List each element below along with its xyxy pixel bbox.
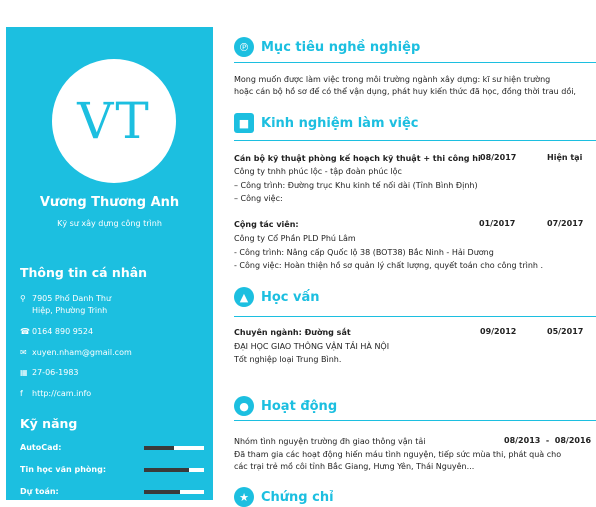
activity-detail: Đã tham gia các hoạt động hiến máu tình nguyện, tiếp sức mùa thi, phát quà cho [234,450,562,459]
job-detail: - Công việc: Hoàn thiện hồ sơ quản lý chất lượng, quyết toán cho công trình . [234,261,544,270]
certificate-icon: ★ [234,487,254,507]
job-title: Cộng tác viên: [234,220,299,229]
objective-line1: Mong muốn được làm việc trong môi trường ngành xây dựng: kĩ sư hiện trường [234,75,551,84]
job-detail: - Công trình: Nâng cấp Quốc lộ 38 (BOT38) Bắc Ninh - Hải Dương [234,248,494,257]
skills-heading: Kỹ năng [20,416,78,431]
skill-label: AutoCad: [20,443,62,452]
phone-text: 0164 890 9524 [32,327,94,336]
objective-line2: hoặc cán bộ hồ sơ để có thể vận dụng, phát huy kiến thức đã học, đồng thời trau dồi, [234,87,576,96]
phone-icon: ☎ [20,327,30,336]
address-line1: 7905 Phố Danh Thư [32,294,112,303]
job-title: Cán bộ kỹ thuật phòng kế hoạch kỹ thuật + thi công hi [234,154,481,163]
divider [234,316,596,317]
education-header [234,287,320,307]
education-heading: Học vấn [261,289,320,305]
dob-item [20,367,79,379]
email-item[interactable] [20,347,132,359]
skill-label: Dự toán: [20,487,59,496]
skill-bar [144,446,204,450]
divider [234,420,596,421]
address-line2: Hiệp, Phường Trinh [32,306,108,315]
location-pin-icon: ⚲ [20,294,26,303]
activity-title: Nhóm tình nguyện trường đh giao thông vận tải [234,437,426,446]
graduation-cap-icon: ▲ [234,287,254,307]
experience-header [234,113,418,133]
website-item[interactable] [20,388,91,400]
avatar [52,59,176,183]
certificates-heading: Chứng chỉ [261,489,334,505]
education-end-date: 05/2017 [547,327,584,336]
certificates-header [234,487,334,507]
skill-bar-fill [144,490,180,494]
education-major: Chuyên ngành: Đường sắt [234,328,351,337]
education-start-date: 09/2012 [480,327,517,336]
dob-text: 27-06-1983 [32,368,79,377]
skill-bar [144,468,204,472]
education-school: ĐẠI HỌC GIAO THÔNG VẬN TẢI HÀ NỘI [234,342,390,351]
skill-label: Tin học văn phòng: [20,465,107,474]
calendar-icon: ▦ [20,368,28,377]
job-company: Công ty Cổ Phần PLD Phú Lâm [234,234,356,243]
activities-heading: Hoạt động [261,398,338,414]
divider [234,140,596,141]
activities-header [234,396,337,416]
skill-bar-fill [144,446,174,450]
phone-item [20,326,93,338]
skill-bar [144,490,204,494]
objective-header [234,37,420,57]
briefcase-icon: ■ [234,113,254,133]
chat-bubble-icon: ● [234,396,254,416]
profile-name: Vương Thương Anh [39,195,180,210]
education-grade: Tốt nghiệp loại Trung Bình. [234,355,342,364]
job-end-date: 07/2017 [547,219,584,228]
job-end-date: Hiện tại [547,153,583,162]
skill-bar-fill [144,468,189,472]
website-text[interactable]: http://cam.info [32,389,92,398]
activity-detail: các trại trẻ mồ côi tỉnh Bắc Giang, Hưng Yên, Thái Nguyên... [234,462,475,471]
address-item [20,293,111,317]
main-content [222,0,596,505]
email-text[interactable]: xuyen.nham@gmail.com [32,348,132,357]
facebook-icon: f [20,389,23,398]
sidebar [6,27,213,500]
divider [234,62,596,63]
avatar-initials: VT [77,92,151,150]
job-start-date: 08/2017 [480,153,517,162]
experience-heading: Kinh nghiệm làm việc [261,115,419,131]
job-company: Công ty tnhh phúc lộc - tập đoàn phúc lộc [234,167,402,176]
job-detail: – Công việc: [234,194,283,203]
activity-dates: 08/2013 - 08/2016 [504,436,592,445]
personal-info-heading: Thông tin cá nhân [20,265,148,280]
email-icon: ✉ [20,348,27,357]
pinterest-icon: ℗ [234,37,254,57]
job-detail: – Công trình: Đường trục Khu kinh tế nối dài (Tỉnh Bình Định) [234,181,478,190]
objective-heading: Mục tiêu nghề nghiệp [261,39,421,55]
job-start-date: 01/2017 [479,219,516,228]
profile-title: Kỹ sư xây dựng công trình [57,219,162,228]
